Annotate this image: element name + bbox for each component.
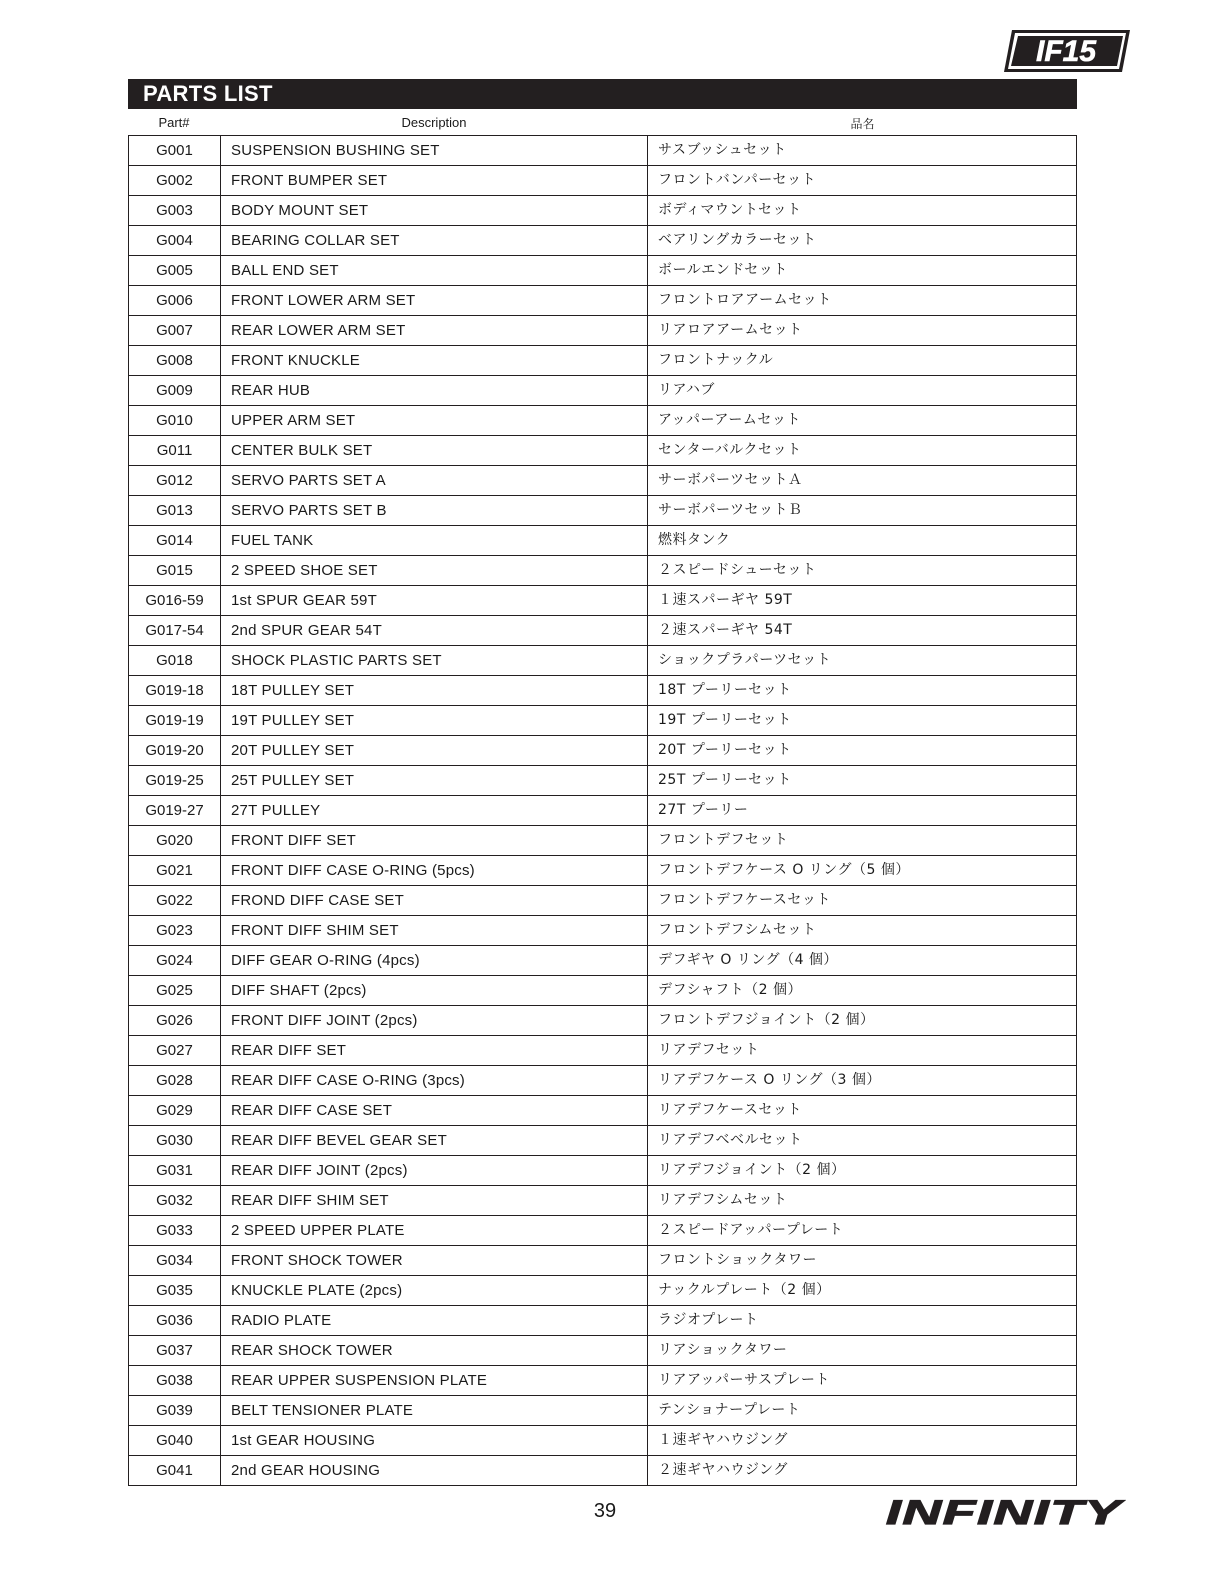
part-number-cell: G005 <box>129 256 221 286</box>
table-row <box>129 316 1077 346</box>
description-cell: REAR DIFF JOINT (2pcs) <box>221 1156 648 1186</box>
part-number-cell: G003 <box>129 196 221 226</box>
japanese-name-cell: フロントデフジョイント（2 個） <box>648 1006 1077 1036</box>
description-cell: SERVO PARTS SET B <box>221 496 648 526</box>
description-cell: 2 SPEED UPPER PLATE <box>221 1216 648 1246</box>
description-cell: DIFF SHAFT (2pcs) <box>221 976 648 1006</box>
part-number-cell: G009 <box>129 376 221 406</box>
description-cell: FRONT DIFF SET <box>221 826 648 856</box>
table-row <box>129 1096 1077 1126</box>
part-number-cell: G020 <box>129 826 221 856</box>
description-cell: 1st GEAR HOUSING <box>221 1426 648 1456</box>
table-row <box>129 1456 1077 1486</box>
table-row <box>129 1396 1077 1426</box>
table-row <box>129 856 1077 886</box>
table-row <box>129 406 1077 436</box>
table-row <box>129 646 1077 676</box>
part-number-cell: G002 <box>129 166 221 196</box>
part-number-cell: G039 <box>129 1396 221 1426</box>
table-row <box>129 736 1077 766</box>
description-cell: 2nd GEAR HOUSING <box>221 1456 648 1486</box>
part-number-cell: G019-27 <box>129 796 221 826</box>
part-number-cell: G027 <box>129 1036 221 1066</box>
part-number-cell: G033 <box>129 1216 221 1246</box>
part-number-cell: G022 <box>129 886 221 916</box>
japanese-name-cell: アッパーアームセット <box>648 406 1077 436</box>
part-number-cell: G019-19 <box>129 706 221 736</box>
part-number-cell: G032 <box>129 1186 221 1216</box>
japanese-name-cell: 27T プーリー <box>648 796 1077 826</box>
japanese-name-cell: センターバルクセット <box>648 436 1077 466</box>
table-row <box>129 226 1077 256</box>
japanese-name-cell: サスブッシュセット <box>648 136 1077 166</box>
description-cell: 1st SPUR GEAR 59T <box>221 586 648 616</box>
description-cell: REAR DIFF CASE SET <box>221 1096 648 1126</box>
japanese-name-cell: 20T プーリーセット <box>648 736 1077 766</box>
japanese-name-cell: フロントデフケースセット <box>648 886 1077 916</box>
description-cell: FRONT KNUCKLE <box>221 346 648 376</box>
description-cell: REAR LOWER ARM SET <box>221 316 648 346</box>
part-number-cell: G040 <box>129 1426 221 1456</box>
page-title: PARTS LIST <box>128 79 1077 109</box>
japanese-name-cell: ２スピードシューセット <box>648 556 1077 586</box>
japanese-name-cell: リアデフケース O リング（3 個） <box>648 1066 1077 1096</box>
description-cell: FRONT DIFF SHIM SET <box>221 916 648 946</box>
japanese-name-cell: ２スピードアッパープレート <box>648 1216 1077 1246</box>
table-row <box>129 256 1077 286</box>
table-row <box>129 196 1077 226</box>
japanese-name-cell: リアデフベベルセット <box>648 1126 1077 1156</box>
table-row <box>129 1306 1077 1336</box>
infinity-logo-text: INFINITY <box>886 1497 1126 1527</box>
part-number-cell: G001 <box>129 136 221 166</box>
japanese-name-cell: サーボパーツセットＡ <box>648 466 1077 496</box>
part-number-cell: G019-25 <box>129 766 221 796</box>
page-number: 39 <box>593 1500 617 1522</box>
table-row <box>129 526 1077 556</box>
description-cell: 18T PULLEY SET <box>221 676 648 706</box>
brand-logo <box>1004 28 1130 74</box>
description-cell: FRONT BUMPER SET <box>221 166 648 196</box>
part-number-cell: G038 <box>129 1366 221 1396</box>
japanese-name-cell: 燃料タンク <box>648 526 1077 556</box>
japanese-name-cell: フロントバンパーセット <box>648 166 1077 196</box>
japanese-name-cell: ２速スパーギヤ 54T <box>648 616 1077 646</box>
japanese-name-cell: ショックプラパーツセット <box>648 646 1077 676</box>
table-row <box>129 376 1077 406</box>
column-header-part: Part# <box>158 115 190 130</box>
description-cell: 25T PULLEY SET <box>221 766 648 796</box>
table-row <box>129 1006 1077 1036</box>
part-number-cell: G006 <box>129 286 221 316</box>
table-row <box>129 1216 1077 1246</box>
description-cell: 2nd SPUR GEAR 54T <box>221 616 648 646</box>
japanese-name-cell: フロントショックタワー <box>648 1246 1077 1276</box>
table-row <box>129 1036 1077 1066</box>
table-row <box>129 166 1077 196</box>
japanese-name-cell: サーボパーツセットＢ <box>648 496 1077 526</box>
description-cell: REAR DIFF SHIM SET <box>221 1186 648 1216</box>
description-cell: FRONT DIFF JOINT (2pcs) <box>221 1006 648 1036</box>
part-number-cell: G024 <box>129 946 221 976</box>
table-row <box>129 1066 1077 1096</box>
table-row <box>129 1186 1077 1216</box>
description-cell: 20T PULLEY SET <box>221 736 648 766</box>
japanese-name-cell: 19T プーリーセット <box>648 706 1077 736</box>
description-cell: 27T PULLEY <box>221 796 648 826</box>
table-row <box>129 1426 1077 1456</box>
description-cell: FROND DIFF CASE SET <box>221 886 648 916</box>
japanese-name-cell: フロントデフケース O リング（5 個） <box>648 856 1077 886</box>
part-number-cell: G028 <box>129 1066 221 1096</box>
description-cell: UPPER ARM SET <box>221 406 648 436</box>
japanese-name-cell: フロントデフセット <box>648 826 1077 856</box>
description-cell: REAR SHOCK TOWER <box>221 1336 648 1366</box>
part-number-cell: G014 <box>129 526 221 556</box>
part-number-cell: G025 <box>129 976 221 1006</box>
japanese-name-cell: ナックルプレート（2 個） <box>648 1276 1077 1306</box>
table-row <box>129 586 1077 616</box>
description-cell: SHOCK PLASTIC PARTS SET <box>221 646 648 676</box>
japanese-name-cell: リアアッパーサスプレート <box>648 1366 1077 1396</box>
table-row <box>129 1156 1077 1186</box>
description-cell: FRONT DIFF CASE O-RING (5pcs) <box>221 856 648 886</box>
table-row <box>129 346 1077 376</box>
table-row <box>129 1366 1077 1396</box>
description-cell: BALL END SET <box>221 256 648 286</box>
description-cell: KNUCKLE PLATE (2pcs) <box>221 1276 648 1306</box>
part-number-cell: G021 <box>129 856 221 886</box>
description-cell: BEARING COLLAR SET <box>221 226 648 256</box>
description-cell: REAR DIFF SET <box>221 1036 648 1066</box>
japanese-name-cell: フロントデフシムセット <box>648 916 1077 946</box>
table-row <box>129 706 1077 736</box>
table-row <box>129 136 1077 166</box>
japanese-name-cell: フロントロアアームセット <box>648 286 1077 316</box>
table-row <box>129 766 1077 796</box>
description-cell: REAR DIFF CASE O-RING (3pcs) <box>221 1066 648 1096</box>
table-row <box>129 616 1077 646</box>
part-number-cell: G004 <box>129 226 221 256</box>
part-number-cell: G036 <box>129 1306 221 1336</box>
description-cell: CENTER BULK SET <box>221 436 648 466</box>
japanese-name-cell: リアハブ <box>648 376 1077 406</box>
part-number-cell: G008 <box>129 346 221 376</box>
japanese-name-cell: ボディマウントセット <box>648 196 1077 226</box>
japanese-name-cell: リアショックタワー <box>648 1336 1077 1366</box>
brand-logo-text: IF15 <box>1035 35 1097 68</box>
column-header-japanese-name: 品名 <box>850 117 875 131</box>
japanese-name-cell: 18T プーリーセット <box>648 676 1077 706</box>
table-row <box>129 916 1077 946</box>
description-cell: FUEL TANK <box>221 526 648 556</box>
description-cell: RADIO PLATE <box>221 1306 648 1336</box>
japanese-name-cell: １速ギヤハウジング <box>648 1426 1077 1456</box>
part-number-cell: G013 <box>129 496 221 526</box>
part-number-cell: G019-18 <box>129 676 221 706</box>
japanese-name-cell: ベアリングカラーセット <box>648 226 1077 256</box>
description-cell: BELT TENSIONER PLATE <box>221 1396 648 1426</box>
table-header <box>128 111 1077 135</box>
part-number-cell: G034 <box>129 1246 221 1276</box>
column-header-description: Description <box>401 115 467 130</box>
part-number-cell: G037 <box>129 1336 221 1366</box>
part-number-cell: G010 <box>129 406 221 436</box>
japanese-name-cell: フロントナックル <box>648 346 1077 376</box>
table-row <box>129 496 1077 526</box>
table-row <box>129 886 1077 916</box>
description-cell: REAR HUB <box>221 376 648 406</box>
part-number-cell: G041 <box>129 1456 221 1486</box>
table-row <box>129 1246 1077 1276</box>
japanese-name-cell: ボールエンドセット <box>648 256 1077 286</box>
table-row <box>129 466 1077 496</box>
japanese-name-cell: ラジオプレート <box>648 1306 1077 1336</box>
description-cell: 19T PULLEY SET <box>221 706 648 736</box>
part-number-cell: G023 <box>129 916 221 946</box>
description-cell: FRONT LOWER ARM SET <box>221 286 648 316</box>
description-cell: FRONT SHOCK TOWER <box>221 1246 648 1276</box>
part-number-cell: G012 <box>129 466 221 496</box>
description-cell: DIFF GEAR O-RING (4pcs) <box>221 946 648 976</box>
part-number-cell: G007 <box>129 316 221 346</box>
part-number-cell: G035 <box>129 1276 221 1306</box>
part-number-cell: G016-59 <box>129 586 221 616</box>
japanese-name-cell: リアデフジョイント（2 個） <box>648 1156 1077 1186</box>
description-cell: SUSPENSION BUSHING SET <box>221 136 648 166</box>
table-row <box>129 796 1077 826</box>
part-number-cell: G018 <box>129 646 221 676</box>
table-row <box>129 556 1077 586</box>
description-cell: REAR DIFF BEVEL GEAR SET <box>221 1126 648 1156</box>
table-row <box>129 1126 1077 1156</box>
table-row <box>129 436 1077 466</box>
description-cell: 2 SPEED SHOE SET <box>221 556 648 586</box>
part-number-cell: G030 <box>129 1126 221 1156</box>
infinity-logo <box>882 1497 1126 1527</box>
japanese-name-cell: １速スパーギヤ 59T <box>648 586 1077 616</box>
description-cell: BODY MOUNT SET <box>221 196 648 226</box>
japanese-name-cell: テンショナープレート <box>648 1396 1077 1426</box>
table-row <box>129 826 1077 856</box>
part-number-cell: G031 <box>129 1156 221 1186</box>
table-row <box>129 976 1077 1006</box>
part-number-cell: G026 <box>129 1006 221 1036</box>
japanese-name-cell: リアデフセット <box>648 1036 1077 1066</box>
table-row <box>129 1336 1077 1366</box>
japanese-name-cell: リアデフシムセット <box>648 1186 1077 1216</box>
japanese-name-cell: デフギヤ O リング（4 個） <box>648 946 1077 976</box>
part-number-cell: G017-54 <box>129 616 221 646</box>
part-number-cell: G019-20 <box>129 736 221 766</box>
description-cell: SERVO PARTS SET A <box>221 466 648 496</box>
japanese-name-cell: デフシャフト（2 個） <box>648 976 1077 1006</box>
part-number-cell: G011 <box>129 436 221 466</box>
table-row <box>129 1276 1077 1306</box>
japanese-name-cell: リアデフケースセット <box>648 1096 1077 1126</box>
table-row <box>129 946 1077 976</box>
japanese-name-cell: リアロアアームセット <box>648 316 1077 346</box>
part-number-cell: G029 <box>129 1096 221 1126</box>
japanese-name-cell: ２速ギヤハウジング <box>648 1456 1077 1486</box>
part-number-cell: G015 <box>129 556 221 586</box>
description-cell: REAR UPPER SUSPENSION PLATE <box>221 1366 648 1396</box>
table-row <box>129 676 1077 706</box>
parts-table <box>128 135 1077 1486</box>
table-row <box>129 286 1077 316</box>
japanese-name-cell: 25T プーリーセット <box>648 766 1077 796</box>
